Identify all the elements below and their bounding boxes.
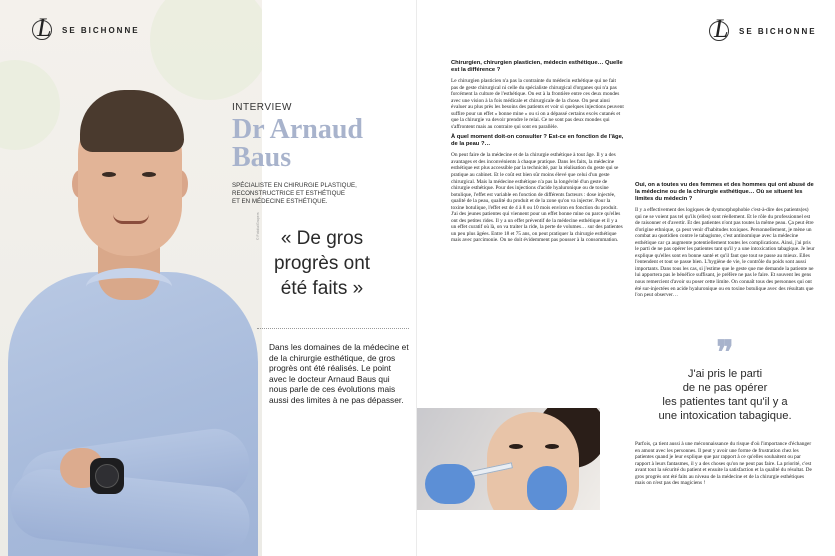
eye xyxy=(142,172,156,177)
pull-quote-line: J'ai pris le parti xyxy=(687,368,763,380)
quote-line: été faits » xyxy=(280,278,364,299)
pull-quote-line: les patientes tant qu'il y a xyxy=(662,396,788,408)
question-heading: Chirurgien, chirurgien plasticien, médecin esthétique… Quelle est la différence ? xyxy=(451,60,623,73)
answer-paragraph: On peut faire de la médecine et de la chirurgie esthétique à tout âge. Il y a des avantages et des inconvénients à chaque pratique. Dans les faits, la médecine esthétique est plus accessible par la technicité, par la réalisation du geste qui se pratique au cabinet. Et le coût est bien sûr moins élevé que celui d'un geste chirurgical. Mais la médecine esthétique n'a pas la longévité d'un geste de chirurgie esthétique. Pour des injections d'acide hyaluronique ou de toxine botulique, l'effet est variable en fonction de différents facteurs : dose injectée, qualité de la peau, qualité du produit et de la zone qu'on va injecter. Pour la toxine botulique, l'effet est de 4 à 8 ou 10 mois environ en fonction du produit. J'ai des jeunes patientes qui viennent pour un effet bonne mine ou parce qu'elles ont des petites rides. Il y a un effet préventif de la médecine esthétique et il y a un effet curatif où là, on va traiter la ride, la perte de volumes… sur des patientes un peu plus âgées. Entre 18 et 75 ans, on peut pratiquer la chirurgie esthétique mais avec parcimonie. On ne doit évidemment pas pousser à la consommation. xyxy=(451,152,623,244)
right-page xyxy=(417,0,835,556)
patient-eye xyxy=(545,444,559,449)
question-heading: Oui, on a toutes vu des femmes et des hommes qui ont abusé de la médecine ou de la chirurgie esthétique… Où se situent les limites du médecin ? xyxy=(635,182,814,202)
brand-logo-icon: L xyxy=(30,17,56,43)
photo-credit: © Fotolia/Grapers xyxy=(256,212,260,240)
gloved-hand xyxy=(527,466,567,510)
eye xyxy=(102,172,116,177)
quote-line: progrès ont xyxy=(273,253,371,274)
interviewee-name xyxy=(232,116,412,172)
article-column-3 xyxy=(635,441,815,491)
brand-name: SE BICHONNE xyxy=(739,26,817,36)
answer-paragraph: Parfois, ça tient aussi à une méconnaissance du risque d'où l'importance d'échanger en amont avec les personnes. Il peut y avoir une forme de frustration chez les patientes quand je leur explique que par rapport à ce qu'elles souhaitent ou par rapport à leurs fantasmes, il y a des choses qu'on ne peut pas faire. La priorité, c'est avant tout la sécurité du patient et ensuite la satisfaction et la qualité du résultat. De gros progrès ont été faits au niveau de la médecine et de la chirurgie esthétiques mais on n'est pas des magiciens ! xyxy=(635,441,812,487)
specialty-line: ET EN MÉDECINE ESTHÉTIQUE. xyxy=(232,198,328,205)
hair xyxy=(80,90,184,152)
article-column-1 xyxy=(451,60,624,248)
patient-eye xyxy=(509,444,523,449)
left-page xyxy=(0,0,417,556)
specialty-line: RECONSTRUCTRICE ET ESTHÉTIQUE xyxy=(232,190,345,197)
collar xyxy=(86,268,172,306)
smile xyxy=(113,214,149,224)
pull-quote-text xyxy=(635,367,815,423)
answer-paragraph: Il y a effectivement des logiques de dysmorphophobie c'est-à-dire des patients(es) qui ne se voient pas tel qu'ils (elles) sont réellement. Et le rôle du professionnel est de raisonner et d'avertir. Et des patientes n'ont pas toutes la même peau. Ça peut être d'origine ethnique, ça peut venir d'habitudes toxiques. Personnellement, je mène un combat au quotidien contre le tabagisme, c'est antinomique avec la médecine esthétique car ça augmente potentiellement toutes les complications. Ainsi, j'ai pris le parti de ne pas opérer les patientes tant qu'il y a une intoxication tabagique. Je leur explique qu'elles sont en bonne santé et qu'il faut que tout se passe au mieux. Elles l'entendent et tout se passe bien. L'hygiène de vie, le contrôle du poids sont aussi importants. Dans tous les cas, si j'estime que le geste que me demande la patiente ne lui apportera pas le bénéfice suffisant, je préfère ne pas le faire. Et souvent les gens nous remercient d'avoir su poser cette limite. On connaît tous des personnes qui ont été sur-injectées en acide hyaluronique ou en toxine botulique avec des résultats que l'on peut observer… xyxy=(635,207,815,299)
pull-quote-line: de ne pas opérer xyxy=(682,382,768,394)
quote-mark-icon: ❞ xyxy=(716,334,734,370)
brand-logo-icon: L xyxy=(707,18,733,44)
pull-quote-line: une intoxication tabagique. xyxy=(658,410,792,422)
intro-paragraph: Dans les domaines de la médecine et de la chirurgie esthétique, de gros progrès ont été réalisés. Le point avec le docteur Arnaud Baus qui nous parle de ces évolutions mais aussi des limites à ne pas dépasser. xyxy=(269,342,409,405)
wristwatch xyxy=(90,458,124,494)
magazine-brand xyxy=(707,14,817,44)
section-kicker: INTERVIEW xyxy=(232,102,292,113)
headline-quote xyxy=(232,226,412,301)
name-line-2: Baus xyxy=(232,142,292,173)
background-foliage xyxy=(150,0,262,100)
answer-paragraph: Le chirurgien plasticien n'a pas la contrainte du médecin esthétique qui ne fait pas de geste chirurgical ni celle du spécialiste chirurgical d'organes qui n'a pas forcément la culture de l'esthétique. On est à la frontière entre ces deux mondes avec une vision à la fois médicale et chirurgicale de la chose. On peut ainsi évaluer au plus près les besoins des patients et voir si quelques injections peuvent suffire pour un effet « bonne mine » ou si on a dépassé certains excès cutanés et que la chirurgie va devoir prendre le relai. Ce ne sont pas deux mondes qui s'affrontent mais au contraire qui sont en parallèle. xyxy=(451,78,624,130)
background-foliage xyxy=(0,60,60,150)
dotted-divider xyxy=(257,328,409,329)
question-heading: À quel moment doit-on consulter ? Est-ce en fonction de l'âge, de la peau ?… xyxy=(451,134,624,148)
specialty-line: SPÉCIALISTE EN CHIRURGIE PLASTIQUE, xyxy=(232,182,357,189)
injection-photo xyxy=(417,408,600,510)
article-column-2 xyxy=(635,182,815,303)
magazine-brand xyxy=(30,13,140,43)
quote-line: « De gros xyxy=(280,228,364,249)
watch-face xyxy=(95,464,119,488)
brand-name: SE BICHONNE xyxy=(62,25,140,35)
interviewee-specialty xyxy=(232,182,412,206)
name-line-1: Dr Arnaud xyxy=(232,114,363,145)
doctor-portrait xyxy=(0,0,262,556)
gloved-hand xyxy=(425,464,475,504)
pull-quote xyxy=(635,334,815,423)
